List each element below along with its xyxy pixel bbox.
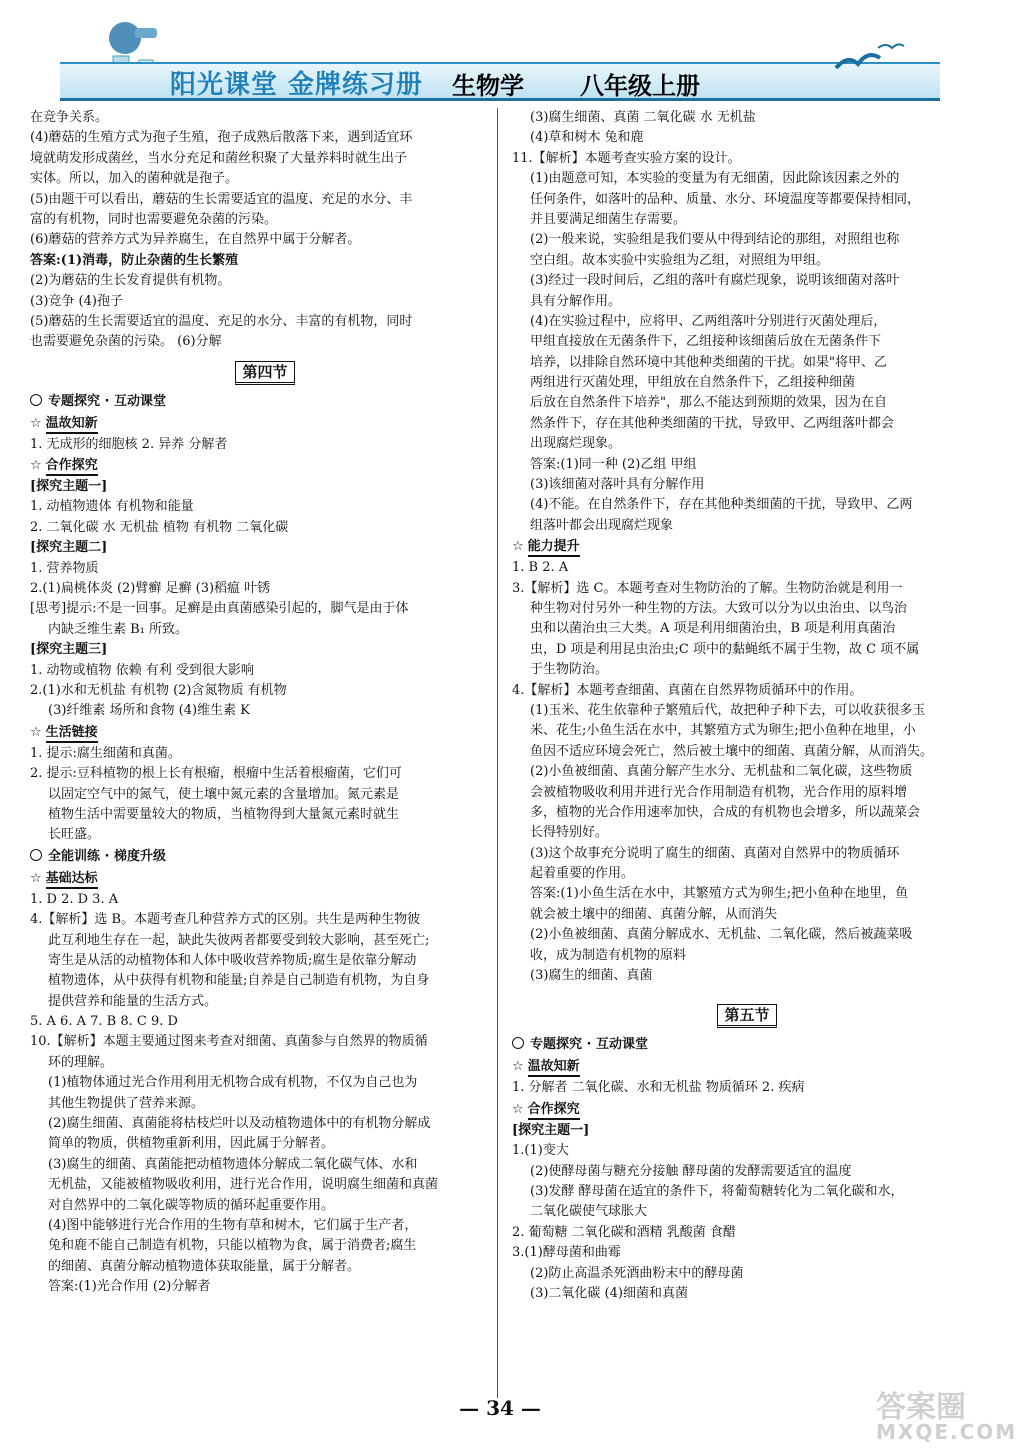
- text-line: 4.【解析】选 B。本题考查几种营养方式的区别。共生是两种生物彼: [30, 912, 421, 928]
- text-line: (3)这个故事充分说明了腐生的细菌、真菌对自然界中的物质循环: [530, 845, 900, 861]
- answer-line: 答案:(1)消毒，防止杂菌的生长繁殖: [30, 252, 239, 268]
- text-line: 多，植物的光合作用速率加快，合成的有机物也会增多，所以蔬菜会: [530, 804, 921, 820]
- text-line: 会被植物吸收利用并进行光合作用制造有机物，光合作用的原料增: [530, 784, 908, 800]
- text-line: 收，成为制造有机物的原料: [530, 947, 687, 963]
- text-line: 内缺乏维生素 B₁ 所致。: [48, 621, 189, 637]
- text-line: (5)蘑菇的生长需要适宜的温度、充足的水分、丰富的有机物，同时: [30, 313, 413, 329]
- text-line: (3)腐生的细菌、真菌: [530, 968, 653, 984]
- text-line: (1)玉米、花生依靠种子繁殖后代，故把种子种下去，可以收获很多玉: [530, 702, 926, 718]
- text-line: 对自然界中的二氧化碳等物质的循环起重要作用。: [48, 1197, 335, 1213]
- text-line: (2)一般来说，实验组是我们要从中得到结论的那组，对照组也称: [530, 232, 900, 248]
- text-line: 1. 提示:腐生细菌和真菌。: [30, 745, 181, 761]
- text-line: 寄生是从活的动植物体和人体中吸收营养物质;腐生是依靠分解动: [48, 952, 417, 968]
- subheading: [512, 536, 982, 558]
- text-line: 在竞争关系。: [30, 110, 109, 125]
- text-line: (3)腐生细菌、真菌 二氧化碳 水 无机盐: [530, 110, 756, 125]
- subheading-label: 温故知新: [46, 416, 98, 434]
- text-line: 3.(1)酵母菌和曲霉: [512, 1245, 621, 1261]
- text-line: 1. 动植物遗体 有机物和能量: [30, 499, 194, 515]
- text-line: 甲组直接放在无菌条件下，乙组接种该细菌后放在无菌条件下: [530, 334, 882, 350]
- subheading-label: 合作探究: [46, 458, 98, 476]
- text-line: 1. 分解者 二氧化碳、水和无机盐 物质循环 2. 疾病: [512, 1080, 805, 1096]
- text-line: 4.【解析】本题考查细菌、真菌在自然界物质循环中的作用。: [512, 682, 863, 698]
- star-icon: ☆: [512, 539, 524, 555]
- text-line: 11.【解析】本题考查实验方案的设计。: [512, 150, 741, 166]
- answer-line: 答案:(1)小鱼生活在水中，其繁殖方式为卵生;把小鱼种在地里，鱼: [530, 886, 909, 902]
- text-line: 就会被土壤中的细菌、真菌分解，从而消失: [530, 906, 778, 922]
- text-line: 境就萌发形成菌丝，当水分充足和菌丝积聚了大量养料时就生出子: [30, 150, 408, 166]
- text-line: 1. D 2. D 3. A: [30, 891, 119, 907]
- site-watermark: [868, 1378, 1017, 1450]
- text-line: 后放在自然条件下培养"，那么不能达到预期的效果，因为在自: [530, 395, 887, 411]
- text-line: (4)草和树木 兔和鹿: [530, 130, 644, 146]
- text-line: 1. 营养物质: [30, 560, 99, 576]
- text-line: (4)在实验过程中，应将甲、乙两组落叶分别进行灭菌处理后，: [530, 313, 887, 329]
- topic-label: [探究主题一]: [30, 479, 108, 495]
- banner-label: 全能训练 · 梯度升级: [48, 848, 166, 864]
- text-line: (1)植物体通过光合作用利用无机物合成有机物，不仅为自己也为: [48, 1075, 418, 1091]
- text-line: 并且要满足细菌生存需要。: [530, 211, 687, 227]
- text-line: (2)为蘑菇的生长发育提供有机物。: [30, 273, 231, 289]
- brand-title: 阳光课堂 金牌练习册: [170, 70, 424, 100]
- text-line: 1.(1)变大: [512, 1143, 569, 1159]
- text-line: 1. B 2. A: [512, 560, 569, 576]
- star-icon: ☆: [512, 1059, 524, 1075]
- text-line: 起着重要的作用。: [530, 866, 635, 882]
- circle-bullet-icon: [512, 1037, 524, 1049]
- text-line: 米、花生;小鱼生活在水中，其繁殖方式为卵生;把小鱼种在地里，小: [530, 723, 916, 739]
- banner-label: 专题探究 · 互动课堂: [48, 393, 166, 409]
- text-line: 富的有机物，同时也需要避免杂菌的污染。: [30, 211, 278, 227]
- text-line: 任何条件，如落叶的品种、质量、水分、环境温度等都要保持相同，: [530, 191, 921, 207]
- text-line: 兔和鹿不能自己制造有机物，只能以植物为食，属于消费者;腐生: [48, 1238, 417, 1254]
- text-line: (3)发酵 酵母菌在适宜的条件下，将葡萄糖转化为二氧化碳和水，: [530, 1183, 904, 1199]
- watermark-text: 答案圈: [876, 1390, 966, 1425]
- text-line: (3)二氧化碳 (4)细菌和真菌: [530, 1285, 688, 1301]
- text-line: 2.(1)扁桃体炎 (2)臂癣 足癣 (3)稻瘟 叶锈: [30, 581, 271, 597]
- text-line: (4)图中能够进行光合作用的生物有草和树木，它们属于生产者，: [48, 1217, 418, 1233]
- text-line: 培养，以排除自然环境中其他种类细菌的干扰。如果"将甲、乙: [530, 354, 887, 370]
- subheading: [512, 1056, 982, 1078]
- text-line: 2. 葡萄糖 二氧化碳和酒精 乳酸菌 食醋: [512, 1224, 736, 1240]
- text-line: 无机盐，又能被植物吸收利用，进行光合作用，说明腐生细菌和真菌: [48, 1177, 439, 1193]
- subheading: [30, 413, 500, 435]
- subheading: [512, 1099, 982, 1121]
- topic-label: [探究主题三]: [30, 642, 108, 658]
- left-column: [30, 108, 500, 1298]
- text-line: (2)腐生细菌、真菌能将枯枝烂叶以及动植物遗体中的有机物分解成: [48, 1116, 431, 1132]
- section-title: [512, 1004, 982, 1028]
- section-title-label: 第四节: [235, 361, 294, 385]
- topic-banner: [512, 1034, 982, 1056]
- star-icon: ☆: [30, 724, 42, 740]
- answer-line: 答案:(1)同一种 (2)乙组 甲组: [530, 456, 697, 472]
- text-line: 于生物防治。: [530, 662, 609, 678]
- text-line: 然条件下，存在其他种类细菌的干扰，导致甲、乙两组落叶都会: [530, 415, 895, 431]
- text-line: (4)不能。在自然条件下，存在其他种类细菌的干扰，导致甲、乙两: [530, 497, 913, 513]
- text-line: 长得特别好。: [530, 825, 609, 841]
- text-line: 长旺盛。: [48, 827, 101, 843]
- text-line: (2)防止高温杀死酒曲粉末中的酵母菌: [530, 1265, 744, 1281]
- text-line: (3)纤维素 场所和食物 (4)维生素 K: [48, 703, 250, 719]
- text-line: (6)蘑菇的营养方式为异养腐生，在自然界中属于分解者。: [30, 232, 361, 248]
- subheading-label: 生活链接: [46, 725, 98, 743]
- text-line: 1. 无成形的细胞核 2. 异养 分解者: [30, 436, 228, 452]
- text-line: 2. 二氧化碳 水 无机盐 植物 有机物 二氧化碳: [30, 519, 289, 535]
- banner-label: 专题探究 · 互动课堂: [530, 1037, 648, 1053]
- subheading: [30, 868, 500, 890]
- subheading: [30, 455, 500, 477]
- topic-label: [探究主题一]: [512, 1122, 590, 1138]
- text-line: [思考]提示:不是一回事。足癣是由真菌感染引起的，脚气是由于体: [30, 601, 409, 617]
- text-line: 虫，D 项是利用昆虫治虫;C 项中的黏蝇纸不属于生物，故 C 项不属: [530, 641, 920, 657]
- topic-banner: [30, 391, 500, 413]
- star-icon: ☆: [30, 870, 42, 886]
- watermark-url: MXQE.COM: [876, 1420, 1017, 1444]
- text-line: (2)使酵母菌与糖充分接触 酵母菌的发酵需要适宜的温度: [530, 1163, 852, 1179]
- text-line: 空白组。故本实验中实验组为乙组，对照组为甲组。: [530, 252, 830, 268]
- text-line: 10.【解析】本题主要通过图来考查对细菌、真菌参与自然界的物质循: [30, 1034, 428, 1050]
- text-line: 的细菌、真菌分解动植物遗体获取能量，属于分解者。: [48, 1258, 361, 1274]
- subject-label: 生物学: [452, 72, 524, 100]
- text-line: (2)小鱼被细菌、真菌分解产生水分、无机盐和二氧化碳，这些物质: [530, 764, 913, 780]
- text-line: 出现腐烂现象。: [530, 436, 622, 452]
- text-line: 植物生活中需要量较大的物质，当植物得到大量氮元素时就生: [48, 806, 400, 822]
- answer-line: 答案:(1)光合作用 (2)分解者: [48, 1279, 211, 1295]
- topic-banner: [30, 846, 500, 868]
- star-icon: ☆: [512, 1101, 524, 1117]
- text-line: 虫和以菌治虫三大类。A 项是利用细菌治虫，B 项是利用真菌治: [530, 621, 896, 637]
- topic-label: [探究主题二]: [30, 540, 108, 556]
- subheading: [30, 722, 500, 744]
- subheading-label: 合作探究: [528, 1102, 580, 1120]
- page-number: — 34 —: [459, 1396, 541, 1420]
- text-line: (1)由题意可知，本实验的变量为有无细菌，因此除该因素之外的: [530, 171, 900, 187]
- text-line: 植物遗体，从中获得有机物和能量;自养是自己制造有机物，为自身: [48, 973, 430, 989]
- text-line: 此互利地生存在一起，缺此失彼两者都要受到较大影响，甚至死亡;: [48, 932, 430, 948]
- text-line: 简单的物质，供植物重新利用，因此属于分解者。: [48, 1136, 335, 1152]
- text-line: 提供营养和能量的生活方式。: [48, 993, 218, 1009]
- text-line: 其他生物提供了营养来源。: [48, 1095, 205, 1111]
- text-line: 5. A 6. A 7. B 8. C 9. D: [30, 1014, 178, 1030]
- section-title: [30, 361, 500, 385]
- text-line: 二氧化碳使气球胀大: [530, 1204, 648, 1220]
- text-line: 环的理解。: [48, 1054, 114, 1070]
- circle-bullet-icon: [30, 849, 42, 861]
- text-line: 也需要避免杂菌的污染。 (6)分解: [30, 334, 222, 350]
- subheading-label: 能力提升: [528, 539, 580, 557]
- page-header: [0, 0, 1000, 108]
- text-line: 1. 动物或植物 依赖 有利 受到很大影响: [30, 662, 254, 678]
- text-line: (5)由题干可以看出，蘑菇的生长需要适宜的温度、充足的水分、丰: [30, 191, 413, 207]
- text-line: 组落叶都会出现腐烂现象: [530, 517, 674, 533]
- text-line: 鱼因不适应环境会死亡，然后被土壤中的细菌、真菌分解，从而消失。: [530, 743, 934, 759]
- text-line: 以固定空气中的氮气，使土壤中氮元素的含量增加。氮元素是: [48, 786, 400, 802]
- right-column: [512, 108, 982, 1304]
- circle-bullet-icon: [30, 394, 42, 406]
- text-line: (4)蘑菇的生殖方式为孢子生殖，孢子成熟后散落下来，遇到适宜环: [30, 130, 413, 146]
- text-line: (3)经过一段时间后，乙组的落叶有腐烂现象，说明该细菌对落叶: [530, 273, 900, 289]
- text-line: 具有分解作用。: [530, 293, 622, 309]
- subheading-label: 温故知新: [528, 1059, 580, 1077]
- grade-label: 八年级上册: [580, 72, 700, 100]
- subheading-label: 基础达标: [46, 871, 98, 889]
- text-line: 3.【解析】选 C。本题考查对生物防治的了解。生物防治就是利用一: [512, 580, 903, 596]
- star-icon: ☆: [30, 415, 42, 431]
- text-line: 2.(1)水和无机盐 有机物 (2)含氮物质 有机物: [30, 682, 287, 698]
- text-line: 实体。所以，加入的菌种就是孢子。: [30, 171, 239, 187]
- text-line: 种生物对付另外一种生物的方法。大致可以分为以虫治虫、以鸟治: [530, 600, 908, 616]
- star-icon: ☆: [30, 458, 42, 474]
- text-line: 2. 提示:豆科植物的根上长有根瘤，根瘤中生活着根瘤菌，它们可: [30, 766, 402, 782]
- section-title-label: 第五节: [717, 1004, 776, 1028]
- seagull-icon: [828, 40, 908, 80]
- text-line: (3)竞争 (4)孢子: [30, 293, 123, 309]
- text-line: (3)腐生的细菌、真菌能把动植物遗体分解成二氧化碳气体、水和: [48, 1156, 418, 1172]
- text-line: 两组进行灭菌处理，甲组放在自然条件下，乙组接种细菌: [530, 375, 856, 391]
- text-line: (3)该细菌对落叶具有分解作用: [530, 477, 705, 493]
- text-line: (2)小鱼被细菌、真菌分解成水、无机盐、二氧化碳，然后被蔬菜吸: [530, 927, 913, 943]
